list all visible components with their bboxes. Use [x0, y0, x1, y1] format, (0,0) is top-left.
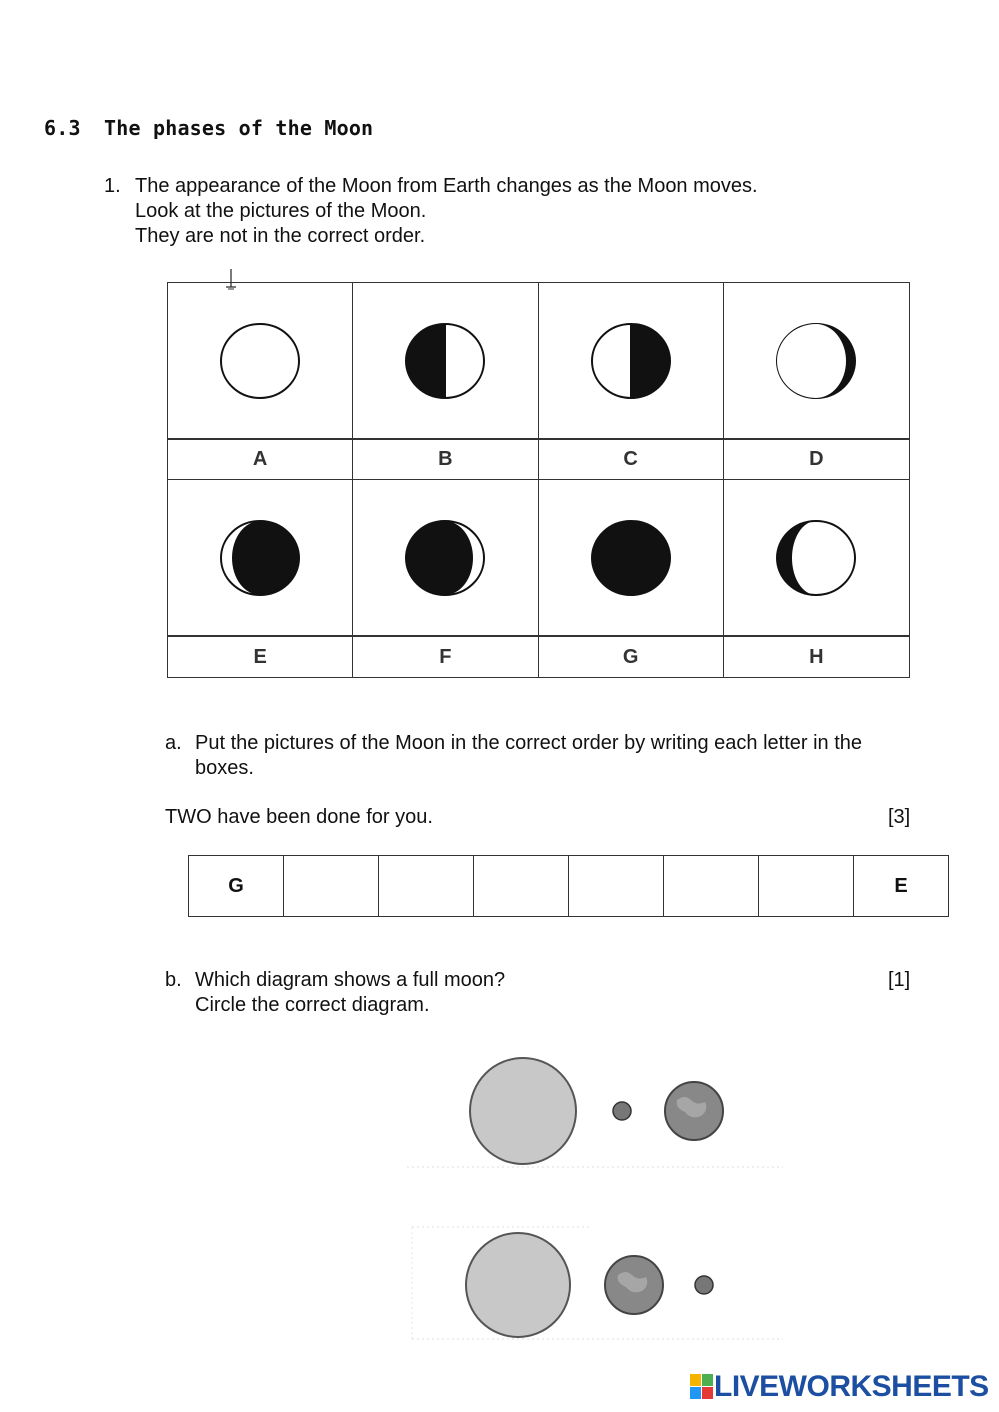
- question-1-line-3: They are not in the correct order.: [135, 225, 426, 247]
- sun-icon: [470, 1058, 576, 1164]
- phase-cell-b: [353, 283, 538, 440]
- phase-label-cell-e: [168, 637, 353, 677]
- phase-label-cell-c: [539, 440, 724, 480]
- phase-label-cell-g: [539, 637, 724, 677]
- answer-box-7[interactable]: [759, 856, 854, 916]
- new-moon-icon: [589, 518, 673, 598]
- question-1-marker: 1.: [104, 175, 121, 197]
- question-1-line-1: The appearance of the Moon from Earth changes as the Moon moves.: [135, 175, 758, 197]
- part-a-marker: a.: [165, 732, 182, 754]
- half-moon-left-dark-icon: [403, 321, 487, 401]
- logo-text: LIVEWORKSHEETS: [714, 1370, 989, 1403]
- phase-label-cell-h: [724, 637, 909, 677]
- section-number: 6.3: [44, 116, 81, 140]
- phase-label: A: [252, 448, 268, 470]
- section-title: The phases of the Moon: [104, 116, 374, 140]
- phase-label-cell-a: [168, 440, 353, 480]
- question-1: [104, 174, 758, 249]
- sun-icon: [466, 1233, 570, 1337]
- phase-label-cell-d: [724, 440, 909, 480]
- part-a-line-1: Put the pictures of the Moon in the correct order by writing each letter in the: [195, 732, 863, 754]
- answer-box-6[interactable]: [664, 856, 759, 916]
- answer-box-2[interactable]: [284, 856, 379, 916]
- phase-cell-g: [539, 480, 724, 637]
- moon-phase-grid: [167, 282, 910, 678]
- thin-crescent-right-dark-icon: [774, 321, 858, 401]
- phase-cell-e: [168, 480, 353, 637]
- phase-label-cell-f: [353, 637, 538, 677]
- logo-blocks-icon: [690, 1374, 714, 1400]
- crescent-dark-left-icon: [774, 518, 858, 598]
- phase-label: H: [809, 645, 824, 668]
- phase-cell-d: [724, 283, 909, 440]
- phase-label: D: [809, 448, 824, 470]
- part-a-line-2: boxes.: [195, 757, 254, 779]
- phase-label: F: [439, 645, 452, 668]
- part-a-marks: [3]: [888, 806, 911, 828]
- moon-icon: [613, 1102, 631, 1120]
- phase-label: C: [623, 448, 638, 470]
- section-heading: [44, 116, 373, 140]
- full-moon-icon: [218, 321, 302, 401]
- phase-label: G: [622, 645, 639, 668]
- part-b-question: [165, 968, 505, 1018]
- phase-label: B: [438, 448, 453, 470]
- part-b-line-2: Circle the correct diagram.: [195, 994, 430, 1016]
- phase-cell-f: [353, 480, 538, 637]
- diagram-sun-earth-moon[interactable]: [410, 1225, 785, 1343]
- question-1-line-2: Look at the pictures of the Moon.: [135, 200, 427, 222]
- phase-cell-c: [539, 283, 724, 440]
- phase-cell-a: [168, 283, 353, 440]
- answer-boxes-row: [188, 855, 949, 917]
- answer-box-8: E: [894, 874, 908, 897]
- moon-icon: [695, 1276, 713, 1294]
- gibbous-dark-left-sliver-icon: [218, 518, 302, 598]
- liveworksheets-logo: [690, 1372, 989, 1402]
- part-a-note: TWO have been done for you.: [165, 806, 433, 828]
- phase-label: E: [253, 645, 267, 668]
- answer-box-4[interactable]: [474, 856, 569, 916]
- part-b-marker: b.: [165, 969, 182, 991]
- part-b-line-1: Which diagram shows a full moon?: [195, 969, 506, 991]
- half-moon-right-dark-icon: [589, 321, 673, 401]
- part-b-marks: [1]: [888, 969, 911, 991]
- gibbous-dark-right-sliver-icon: [403, 518, 487, 598]
- answer-box-5[interactable]: [569, 856, 664, 916]
- answer-box-1: G: [189, 856, 284, 916]
- answer-box-3[interactable]: [379, 856, 474, 916]
- phase-cell-h: [724, 480, 909, 637]
- phase-label-cell-b: [353, 440, 538, 480]
- part-a-question: [165, 731, 862, 781]
- diagram-sun-moon-earth[interactable]: [405, 1055, 785, 1170]
